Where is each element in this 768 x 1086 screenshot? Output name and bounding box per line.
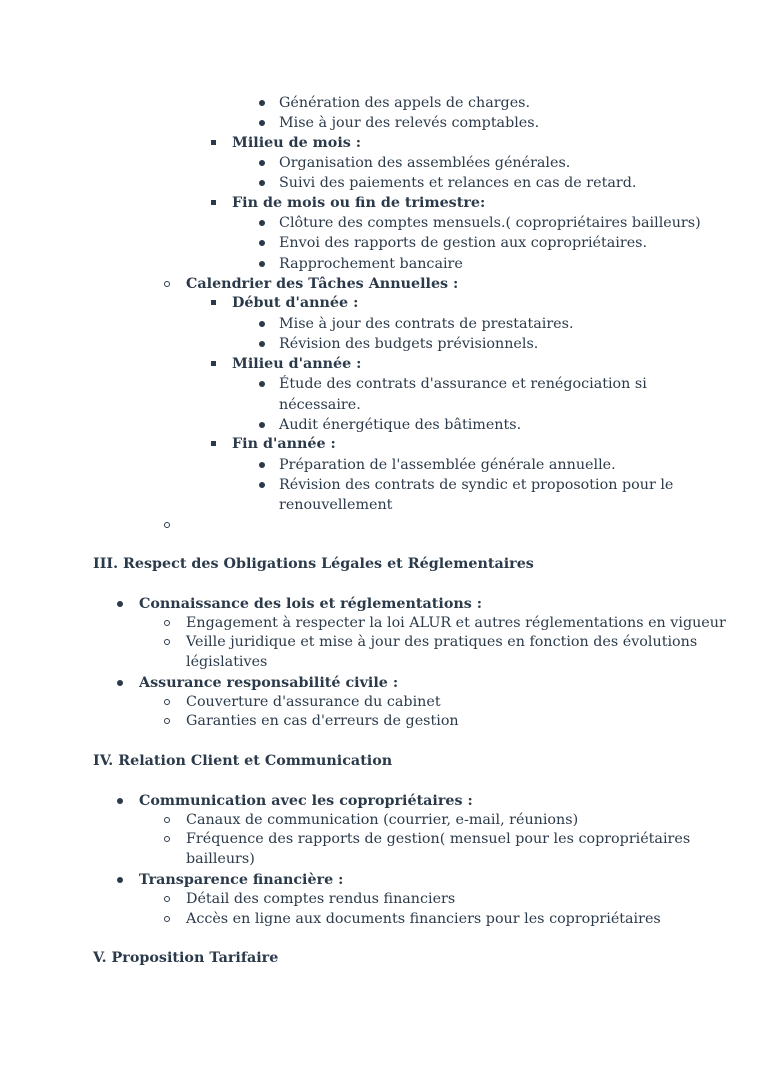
list-item: Organisation des assemblées générales. <box>279 155 571 171</box>
list-item: Suivi des paiements et relances en cas de retard. <box>279 175 637 191</box>
list-item-continuation: législatives <box>186 654 268 670</box>
list-item: Préparation de l'assemblée générale annuelle. <box>279 457 616 473</box>
section-heading: IV. Relation Client et Communication <box>93 753 393 769</box>
bullet-circle <box>164 817 170 823</box>
list-item-continuation: renouvellement <box>279 497 393 513</box>
list-heading: Calendrier des Tâches Annuelles : <box>186 276 459 292</box>
bullet-circle <box>164 916 170 922</box>
bullet-dot <box>259 422 265 428</box>
list-item: Révision des contrats de syndic et proposotion pour le <box>279 477 674 493</box>
bullet-dot <box>259 120 265 126</box>
bullet-dot <box>259 220 265 226</box>
bullet-dot <box>259 482 265 488</box>
list-item-continuation: bailleurs) <box>186 851 255 867</box>
bullet-circle <box>164 699 170 705</box>
bullet-square <box>211 300 216 305</box>
bullet-dot <box>259 261 265 267</box>
bullet-dot <box>117 798 123 804</box>
list-subheading: Début d'année : <box>232 295 359 311</box>
list-item: Audit énergétique des bâtiments. <box>279 417 522 433</box>
bullet-square <box>211 140 216 145</box>
section-heading: V. Proposition Tarifaire <box>93 950 279 966</box>
list-subheading: Milieu d'année : <box>232 356 362 372</box>
list-item: Accès en ligne aux documents financiers pour les copropriétaires <box>186 911 661 927</box>
section-heading: III. Respect des Obligations Légales et Réglementaires <box>93 556 534 572</box>
list-heading: Connaissance des lois et réglementations : <box>139 596 483 612</box>
bullet-square <box>211 361 216 366</box>
list-subheading: Milieu de mois : <box>232 135 362 151</box>
bullet-circle <box>164 896 170 902</box>
bullet-circle <box>164 281 170 287</box>
bullet-square <box>211 200 216 205</box>
bullet-dot <box>259 240 265 246</box>
list-item: Rapprochement bancaire <box>279 256 463 272</box>
bullet-circle <box>164 639 170 645</box>
list-item: Garanties en cas d'erreurs de gestion <box>186 713 459 729</box>
list-item: Couverture d'assurance du cabinet <box>186 694 441 710</box>
bullet-dot <box>117 877 123 883</box>
list-item: Mise à jour des contrats de prestataires. <box>279 316 574 332</box>
list-item: Veille juridique et mise à jour des pratiques en fonction des évolutions <box>186 634 698 650</box>
list-heading: Communication avec les copropriétaires : <box>139 793 473 809</box>
bullet-circle <box>164 718 170 724</box>
bullet-dot <box>259 160 265 166</box>
bullet-circle-empty <box>164 522 170 528</box>
list-item: Mise à jour des relevés comptables. <box>279 115 540 131</box>
bullet-dot <box>117 680 123 686</box>
list-heading: Assurance responsabilité civile : <box>139 675 399 691</box>
bullet-dot <box>259 341 265 347</box>
bullet-circle <box>164 620 170 626</box>
bullet-dot <box>259 180 265 186</box>
list-item: Étude des contrats d'assurance et renégociation si <box>279 376 647 392</box>
list-heading: Transparence financière : <box>139 872 344 888</box>
list-item: Engagement à respecter la loi ALUR et autres réglementations en vigueur <box>186 615 726 631</box>
bullet-circle <box>164 836 170 842</box>
bullet-dot <box>259 381 265 387</box>
bullet-dot <box>259 321 265 327</box>
list-item: Détail des comptes rendus financiers <box>186 891 456 907</box>
list-subheading: Fin de mois ou fin de trimestre: <box>232 195 486 211</box>
list-item-continuation: nécessaire. <box>279 397 361 413</box>
bullet-dot <box>259 462 265 468</box>
list-item: Génération des appels de charges. <box>279 95 531 111</box>
bullet-dot <box>117 601 123 607</box>
list-item: Canaux de communication (courrier, e-mail, réunions) <box>186 812 579 828</box>
list-item: Fréquence des rapports de gestion( mensuel pour les copropriétaires <box>186 831 691 847</box>
list-subheading: Fin d'année : <box>232 436 336 452</box>
list-item: Clôture des comptes mensuels.( copropriétaires bailleurs) <box>279 215 701 231</box>
bullet-square <box>211 441 216 446</box>
list-item: Révision des budgets prévisionnels. <box>279 336 539 352</box>
list-item: Envoi des rapports de gestion aux copropriétaires. <box>279 235 648 251</box>
bullet-dot <box>259 100 265 106</box>
